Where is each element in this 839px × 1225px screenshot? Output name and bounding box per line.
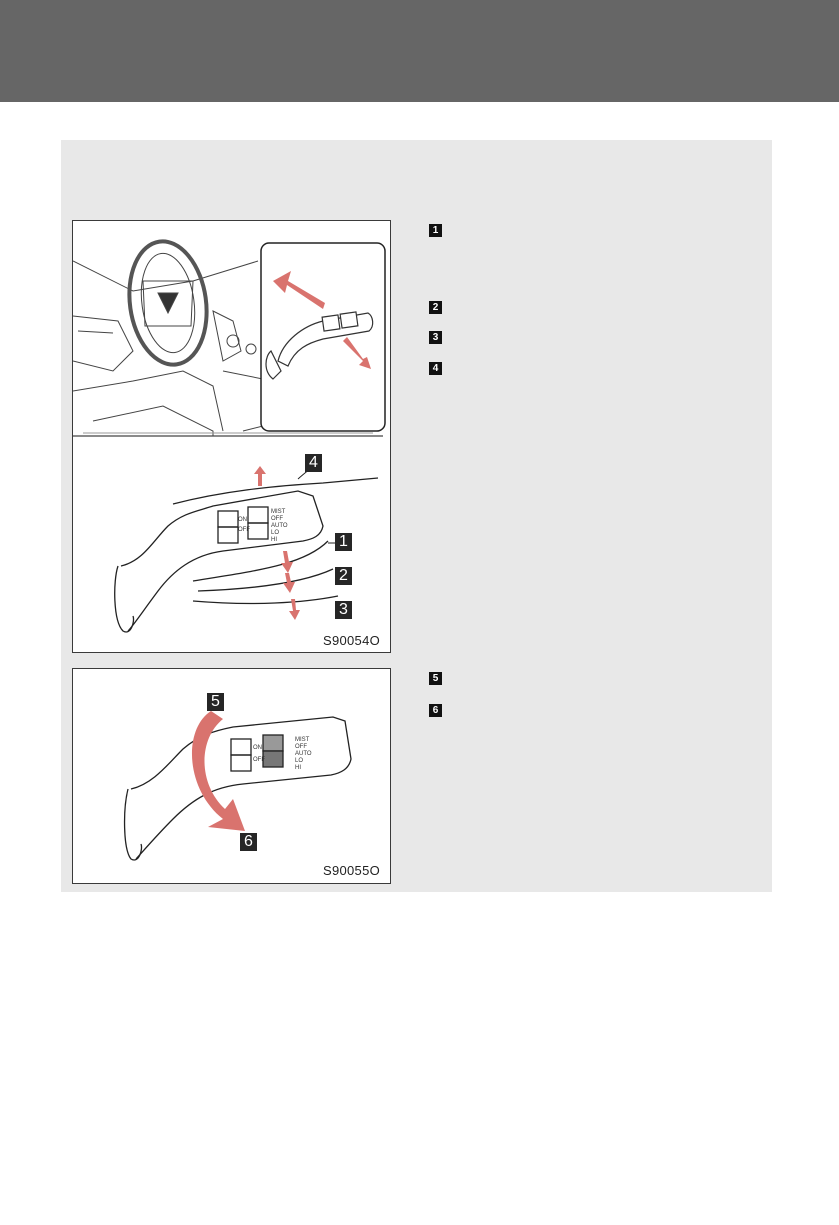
page-header-bar: [0, 0, 839, 102]
svg-text:AUTO: AUTO: [295, 751, 312, 757]
svg-text:OFF: OFF: [271, 516, 283, 522]
callout-1: 1: [335, 533, 352, 551]
svg-text:ON: ON: [253, 745, 262, 751]
callout-5: 5: [207, 693, 224, 711]
step-marker-2: 2: [429, 301, 442, 314]
svg-text:LO: LO: [271, 530, 280, 536]
svg-text:OFF: OFF: [238, 527, 250, 533]
wiper-lever-illustration-1: [73, 221, 391, 653]
figure-code: S90054O: [323, 633, 381, 648]
callout-6: 6: [240, 833, 257, 851]
figure-code: S90055O: [323, 863, 381, 878]
svg-text:AUTO: AUTO: [271, 523, 288, 529]
callout-2: 2: [335, 567, 352, 585]
step-marker-5: 5: [429, 672, 442, 685]
svg-text:MIST: MIST: [271, 509, 286, 515]
step-marker-6: 6: [429, 704, 442, 717]
callout-4: 4: [305, 454, 322, 472]
wiper-lever-figure-1: [72, 220, 391, 653]
step-marker-4: 4: [429, 362, 442, 375]
svg-text:HI: HI: [295, 765, 301, 771]
callout-3: 3: [335, 601, 352, 619]
svg-text:MIST: MIST: [295, 737, 310, 743]
svg-text:OFF: OFF: [253, 757, 265, 763]
svg-text:ON: ON: [238, 517, 247, 523]
wiper-lever-illustration-2: [73, 669, 391, 884]
step-marker-1: 1: [429, 224, 442, 237]
step-marker-3: 3: [429, 331, 442, 344]
svg-text:HI: HI: [271, 537, 277, 543]
wiper-lever-figure-2: [72, 668, 391, 884]
svg-text:LO: LO: [295, 758, 304, 764]
svg-text:OFF: OFF: [295, 744, 307, 750]
